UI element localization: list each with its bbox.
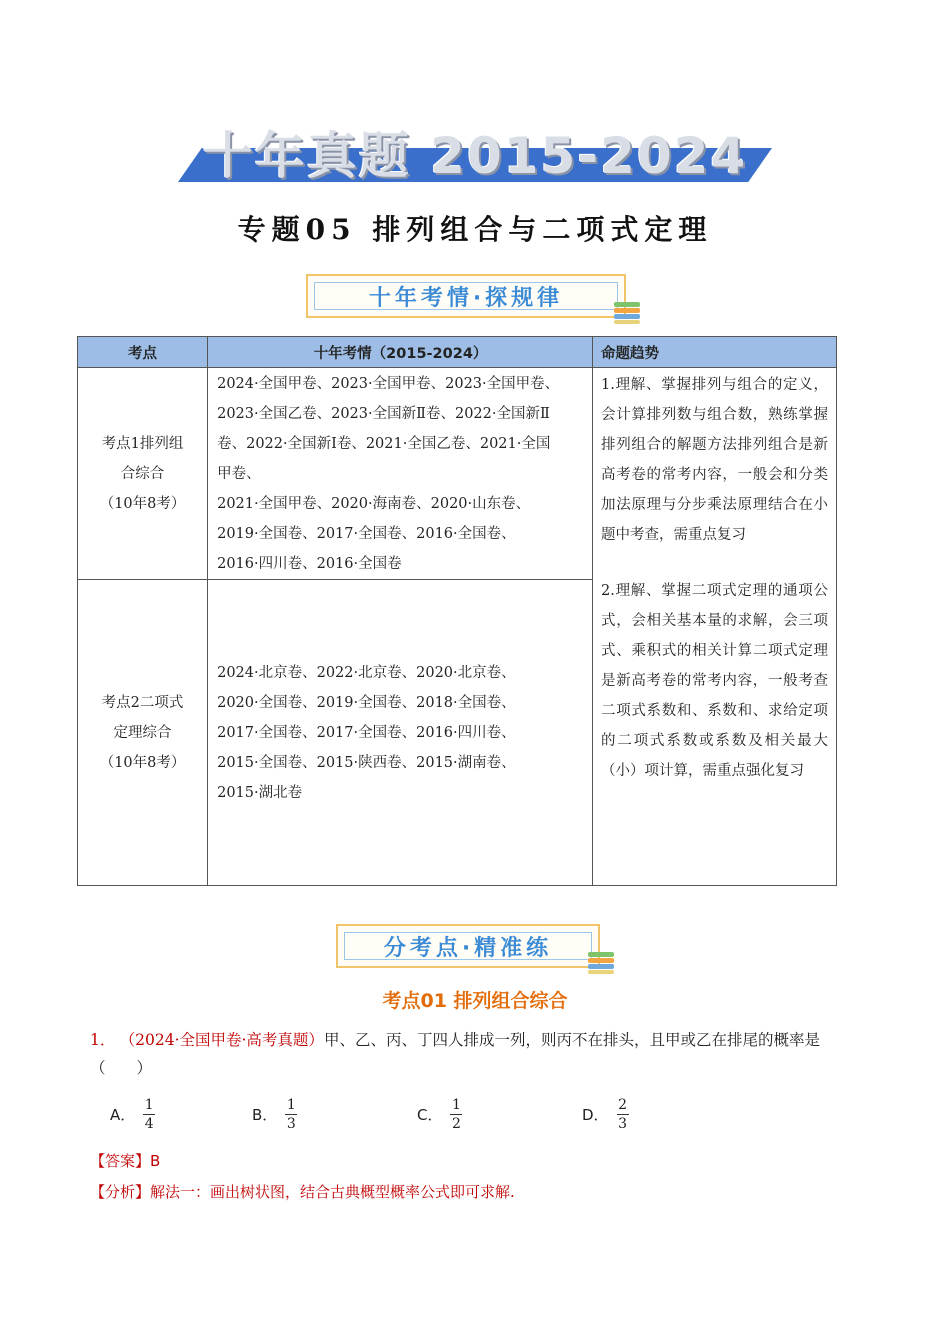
section-badge-practice <box>336 924 600 968</box>
topic-line: 考点2二项式 <box>101 694 184 711</box>
option-fraction <box>617 1096 629 1133</box>
history-cell <box>208 580 593 886</box>
trend-cell <box>593 368 837 886</box>
option-fraction <box>143 1096 155 1133</box>
history-line: 2024·北京卷、2022·北京卷、2020·北京卷、 <box>217 664 516 681</box>
topic-cell <box>78 580 208 886</box>
question-source: （2024·全国甲卷·高考真题） <box>127 1031 324 1049</box>
document-title: 专题05 排列组合与二项式定理 <box>237 213 713 246</box>
topic-line: 定理综合 <box>113 724 172 741</box>
header-topic: 考点 <box>78 337 208 368</box>
option-b <box>252 1096 297 1133</box>
analysis-line <box>90 1181 515 1202</box>
denominator: 2 <box>452 1116 461 1132</box>
table-header-row <box>78 337 837 368</box>
answer-line <box>90 1150 160 1171</box>
badge-label: 十年考情·探规律 <box>314 282 618 310</box>
history-line: 2021·全国甲卷、2020·海南卷、2020·山东卷、 <box>217 495 531 512</box>
question-blank: （ ） <box>90 1059 153 1077</box>
option-letter: C． <box>417 1106 443 1124</box>
table-row <box>78 368 837 580</box>
history-line: 卷、2022·全国新Ⅰ卷、2021·全国乙卷、2021·全国 <box>217 435 551 452</box>
option-fraction <box>450 1096 462 1133</box>
history-line: 2023·全国乙卷、2023·全国新Ⅱ卷、2022·全国新Ⅱ <box>217 405 550 422</box>
option-fraction <box>285 1096 297 1133</box>
answer-value: B <box>150 1152 161 1170</box>
analysis-label: 【分析】 <box>90 1183 151 1201</box>
option-letter: A． <box>110 1106 136 1124</box>
history-line: 2019·全国卷、2017·全国卷、2016·全国卷、 <box>217 525 516 542</box>
history-line: 2017·全国卷、2017·全国卷、2016·四川卷、 <box>217 724 516 741</box>
history-line: 2015·全国卷、2015·陕西卷、2015·湖南卷、 <box>217 754 516 771</box>
books-icon <box>588 952 614 974</box>
analysis-text: 解法一：画出树状图，结合古典概型概率公式即可求解. <box>150 1183 515 1201</box>
header-history: 十年考情（2015-2024） <box>208 337 593 368</box>
numerator: 1 <box>286 1097 296 1113</box>
denominator: 3 <box>286 1116 296 1132</box>
exam-summary-table <box>77 336 837 886</box>
answer-label: 【答案】 <box>90 1152 151 1170</box>
option-d <box>582 1096 629 1133</box>
topic-line: 合综合 <box>120 465 165 482</box>
topic-line: 考点1排列组 <box>101 435 184 452</box>
question-text: 甲、乙、丙、丁四人排成一列，则丙不在排头，且甲或乙在排尾的概率是 <box>323 1031 820 1049</box>
numerator: 2 <box>618 1097 628 1113</box>
option-letter: B． <box>252 1106 278 1124</box>
question-1 <box>90 1026 870 1082</box>
history-line: 2015·湖北卷 <box>217 784 303 801</box>
history-line: 2016·四川卷、2016·全国卷 <box>217 555 402 572</box>
numerator: 1 <box>144 1097 154 1113</box>
topic-cell <box>78 368 208 580</box>
badge-label: 分考点·精准练 <box>344 932 592 960</box>
banner-text: 十年真题 2015-2024 <box>202 127 748 185</box>
topic-line: （10年8考） <box>99 754 186 771</box>
denominator: 3 <box>618 1116 628 1132</box>
books-icon <box>614 302 640 324</box>
section-badge-history <box>306 274 626 318</box>
topic-line: （10年8考） <box>99 495 186 512</box>
title-banner <box>178 112 772 184</box>
question-number: 1． <box>90 1031 116 1049</box>
option-letter: D． <box>582 1106 609 1124</box>
numerator: 1 <box>452 1097 461 1113</box>
history-line: 2020·全国卷、2019·全国卷、2018·全国卷、 <box>217 694 516 711</box>
header-trend: 命题趋势 <box>593 337 837 368</box>
denominator: 4 <box>144 1116 154 1132</box>
history-line: 甲卷、 <box>217 465 261 482</box>
option-a <box>110 1096 155 1133</box>
trend-paragraph-2: 2.理解、掌握二项式定理的通项公式，会相关基本量的求解，会三项式、乘积式的相关计算二项式定理是新高考卷的常考内容，一般考查二项式系数和、系数和、求给定项的二项式系数或系数及相关最大（小）项计算，需重点强化复习 <box>601 583 828 779</box>
history-cell <box>208 368 593 580</box>
section-heading: 考点01 排列组合综合 <box>382 990 568 1012</box>
trend-paragraph-1: 1.理解、掌握排列与组合的定义，会计算排列数与组合数，熟练掌握排列组合的解题方法排列组合是新高考卷的常考内容，一般会和分类加法原理与分步乘法原理结合在小题中考查，需重点复习 <box>601 377 828 543</box>
history-line: 2024·全国甲卷、2023·全国甲卷、2023·全国甲卷、 <box>217 375 560 392</box>
option-c <box>417 1096 462 1133</box>
